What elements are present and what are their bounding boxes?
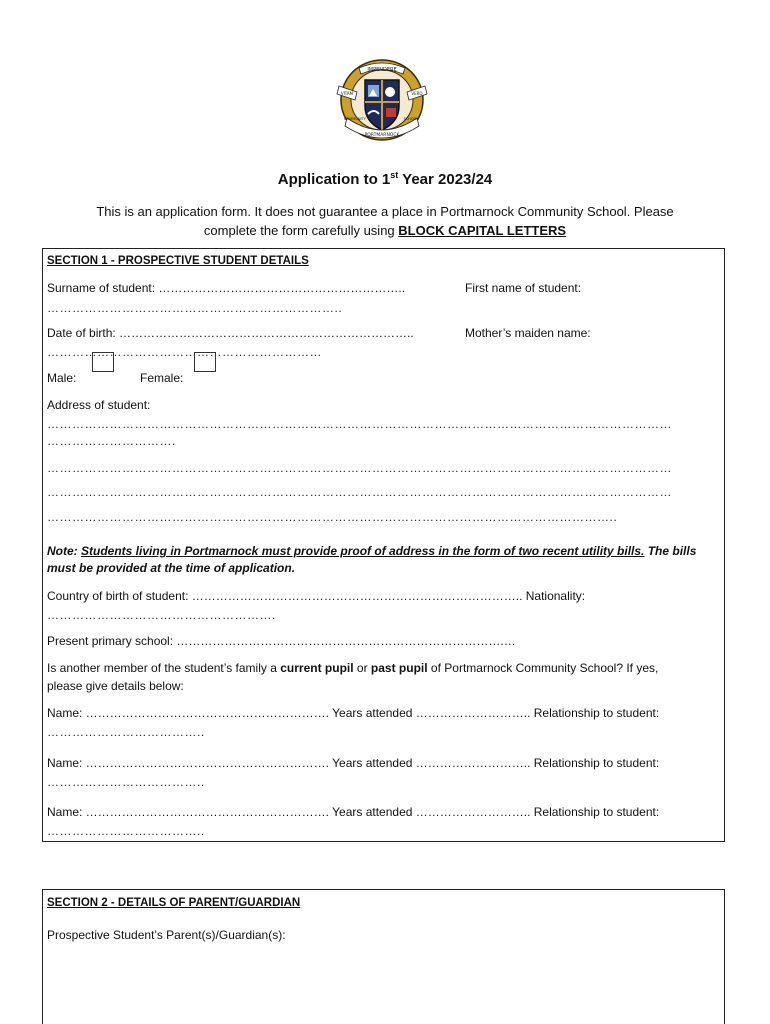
school-crest-logo — [333, 56, 431, 144]
first-name-field[interactable]: First name of student: — [465, 281, 582, 295]
intro-line2: complete the form carefully using BLOCK CAPITAL LETTERS — [203, 223, 567, 238]
intro-line1: This is an application form. It does not guarantee a place in Portmarnock Community School. Please — [96, 204, 674, 219]
section1-heading: SECTION 1 - PROSPECTIVE STUDENT DETAILS — [47, 255, 309, 267]
dob-field[interactable]: Date of birth: ……………………………………………………………….. — [47, 326, 414, 340]
section2-box — [42, 889, 725, 1024]
address-line-1[interactable]: …………………………………………………………………………………………………………………………………… — [47, 417, 672, 431]
proof-of-address-note: Note: Students living in Portmarnock must provide proof of address in the form of two recent utility bills. The bills must be provided at the time of application. — [47, 544, 697, 575]
section2-heading: SECTION 2 - DETAILS OF PARENT/GUARDIAN — [47, 897, 301, 909]
block-capitals-emphasis: BLOCK CAPITAL LETTERS — [398, 223, 567, 238]
svg-text:COMMUNITY: COMMUNITY — [344, 117, 366, 121]
address-label: Address of student: — [47, 398, 151, 412]
address-line-1b[interactable]: …………………………. — [47, 434, 176, 448]
svg-text:PORTMARNOCK: PORTMARNOCK — [364, 133, 400, 138]
nationality-continuation[interactable]: ………………………………………………. — [47, 608, 276, 622]
section1-box — [42, 248, 725, 842]
svg-text:VERO: VERO — [411, 91, 423, 96]
female-label: Female: — [140, 371, 184, 385]
parents-guardians-label: Prospective Student’s Parent(s)/Guardian(s): — [47, 928, 286, 942]
sibling-row-2[interactable]: Name: ……………………………………………………. Years attended ……………………….. Relationship to student: — [47, 756, 660, 770]
address-line-3[interactable]: …………………………………………………………………………………………………………………………………… — [47, 485, 672, 499]
sibling-row-1-continuation[interactable]: ……………………………….. — [47, 725, 205, 739]
primary-school-field[interactable]: Present primary school: ……………………………………………………………………….… — [47, 634, 516, 648]
intro-text — [60, 202, 710, 240]
surname-continuation[interactable]: …………………………………………………………….. — [47, 301, 343, 315]
country-of-birth-field[interactable]: Country of birth of student: ……………………………………………………………………….. Nationality: — [47, 589, 586, 603]
male-checkbox[interactable] — [92, 352, 114, 372]
page-title: Application to 1st Year 2023/24 — [277, 170, 493, 188]
family-member-question: Is another member of the student’s family a current pupil or past pupil of Portmarnock Community School? If yes, — [47, 661, 659, 675]
sibling-row-3-continuation[interactable]: ……………………………….. — [47, 824, 205, 838]
female-checkbox[interactable] — [194, 352, 216, 372]
mothers-maiden-name-field[interactable]: Mother’s maiden name: — [465, 326, 591, 340]
family-member-instructions: please give details below: — [47, 679, 184, 693]
sibling-row-3[interactable]: Name: ……………………………………………………. Years attended ……………………….. Relationship to student: — [47, 805, 660, 819]
sibling-row-2-continuation[interactable]: ……………………………….. — [47, 775, 205, 789]
surname-field[interactable]: Surname of student: …………………………………………………….. — [47, 281, 406, 295]
svg-text:VITAM: VITAM — [340, 91, 354, 96]
sibling-row-1[interactable]: Name: ……………………………………………………. Years attended ……………………….. Relationship to student: — [47, 706, 660, 720]
svg-text:SCHOOL: SCHOOL — [403, 117, 419, 121]
address-line-4[interactable]: ……………………………………………………………………………………………………………………….. — [47, 510, 618, 524]
male-label: Male: — [47, 371, 77, 385]
address-line-2[interactable]: …………………………………………………………………………………………………………………………………… — [47, 461, 672, 475]
dob-continuation[interactable]: ………………………………………………………… — [47, 345, 322, 359]
svg-text:IMPENDERE: IMPENDERE — [367, 67, 397, 73]
